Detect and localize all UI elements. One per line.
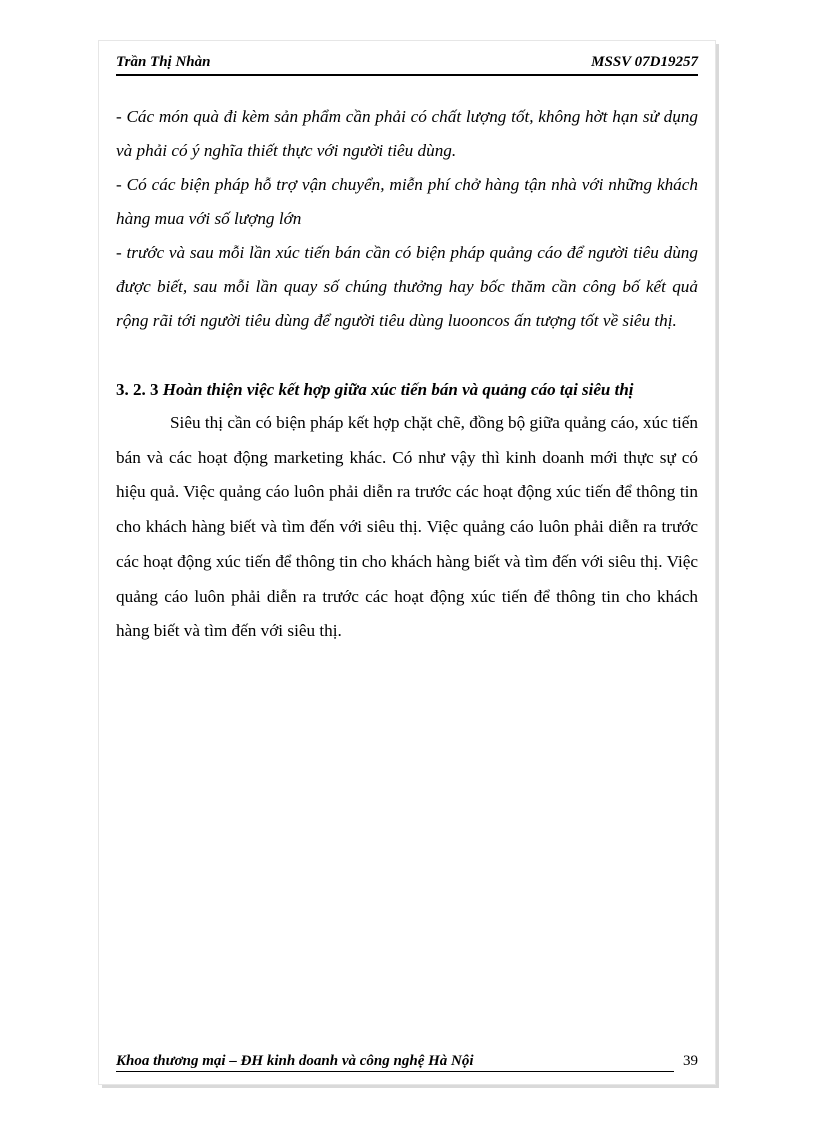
bullet-item: - Các món quà đi kèm sản phẩm cần phải có chất lượng tốt, không hờt hạn sử dụng và phải có ý nghĩa thiết thực với người tiêu dùng. — [116, 107, 698, 160]
footer-faculty: Khoa thương mại – ĐH kinh doanh và công nghệ Hà Nội — [116, 1051, 674, 1072]
page-header — [116, 52, 698, 76]
section-heading — [116, 376, 716, 404]
page-number: 39 — [683, 1053, 698, 1069]
body-paragraph: Siêu thị cần có biện pháp kết hợp chặt chẽ, đồng bộ giữa quảng cáo, xúc tiến bán và các hoạt động marketing khác. Có như vậy thì kinh doanh mới thực sự có hiệu quả. Việc quảng cáo luôn phải diễn ra trước các hoạt động xúc tiến để thông tin cho khách hàng biết và tìm đến với siêu thị. Việc quảng cáo luôn phải diễn ra trước các hoạt động xúc tiến để thông tin cho khách hàng biết và tìm đến với siêu thị. Việc quảng cáo luôn phải diễn ra trước các hoạt động xúc tiến để thông tin cho khách hàng biết và tìm đến với siêu thị. — [116, 413, 698, 641]
bullet-item: - Có các biện pháp hỗ trợ vận chuyển, miễn phí chở hàng tận nhà với những khách hàng mua với số lượng lớn — [116, 175, 698, 228]
header-student-id: MSSV 07D19257 — [591, 54, 698, 70]
page-shadow-right — [716, 44, 719, 1088]
bullet-list — [116, 100, 698, 338]
section-number: 3. 2. 3 — [116, 380, 159, 399]
section-title: Hoàn thiện việc kết hợp giữa xúc tiến bán và quảng cáo tại siêu thị — [162, 380, 634, 399]
page-shadow-bottom — [102, 1085, 719, 1088]
header-author: Trần Thị Nhàn — [116, 54, 211, 70]
bullet-item: - trước và sau mỗi lần xúc tiến bán cần có biện pháp quảng cáo để người tiêu dùng được biết, sau mỗi lần quay số chúng thưởng hay bốc thăm cần công bố kết quả rộng rãi tới người tiêu dùng để người tiêu dùng luooncos ấn tượng tốt về siêu thị. — [116, 243, 698, 330]
page-footer — [116, 1050, 698, 1074]
